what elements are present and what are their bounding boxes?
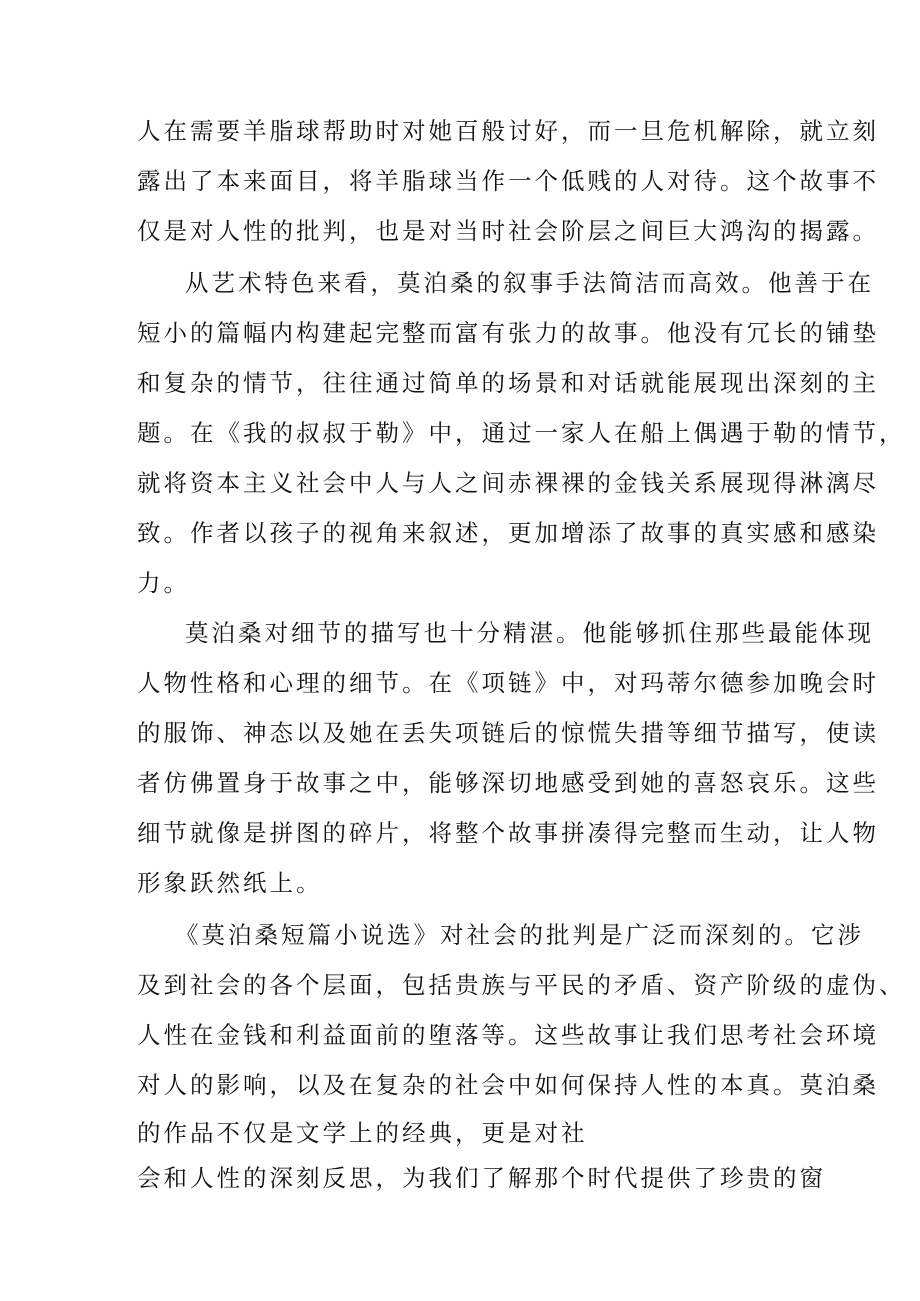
text-line: 的作品不仅是文学上的经典，更是对社 [137, 1119, 588, 1147]
text-line: 人在需要羊脂球帮助时对她百般讨好，而一旦危机解除，就立刻 [137, 117, 879, 145]
text-line: 的服饰、神态以及她在丢失项链后的惊慌失措等细节描写，使读 [137, 719, 879, 747]
text-line: 和复杂的情节，往往通过简单的场景和对话就能展现出深刻的主 [137, 369, 879, 397]
text-line: 力。 [137, 569, 190, 597]
text-line: 就将资本主义社会中人与人之间赤裸裸的金钱关系展现得淋漓尽 [137, 469, 879, 497]
text-line: 仅是对人性的批判，也是对当时社会阶层之间巨大鸿沟的揭露。 [137, 217, 879, 245]
text-line: 对人的影响，以及在复杂的社会中如何保持人性的本真。莫泊桑 [137, 1071, 879, 1099]
text-line: 从艺术特色来看，莫泊桑的叙事手法简洁而高效。他善于在 [185, 269, 874, 297]
text-line: 人物性格和心理的细节。在《项链》中，对玛蒂尔德参加晚会时 [137, 669, 879, 697]
text-line: 会和人性的深刻反思，为我们了解那个时代提供了珍贵的窗 [137, 1164, 826, 1192]
text-line: 露出了本来面目，将羊脂球当作一个低贱的人对待。这个故事不 [137, 167, 879, 195]
text-line: 人性在金钱和利益面前的堕落等。这些故事让我们思考社会环境 [137, 1021, 879, 1049]
text-line: 及到社会的各个层面，包括贵族与平民的矛盾、资产阶级的虚伪、 [137, 971, 906, 999]
text-line: 者仿佛置身于故事之中，能够深切地感受到她的喜怒哀乐。这些 [137, 769, 879, 797]
text-line: 短小的篇幅内构建起完整而富有张力的故事。他没有冗长的铺垫 [137, 319, 879, 347]
text-line: 《莫泊桑短篇小说选》对社会的批判是广泛而深刻的。它涉 [175, 921, 864, 949]
text-line: 莫泊桑对细节的描写也十分精湛。他能够抓住那些最能体现 [185, 619, 874, 647]
text-line: 细节就像是拼图的碎片，将整个故事拼凑得完整而生动，让人物 [137, 819, 879, 847]
text-line: 题。在《我的叔叔于勒》中，通过一家人在船上偶遇于勒的情节， [137, 419, 906, 447]
text-line: 致。作者以孩子的视角来叙述，更加增添了故事的真实感和感染 [137, 519, 879, 547]
text-line: 形象跃然纸上。 [137, 869, 323, 897]
